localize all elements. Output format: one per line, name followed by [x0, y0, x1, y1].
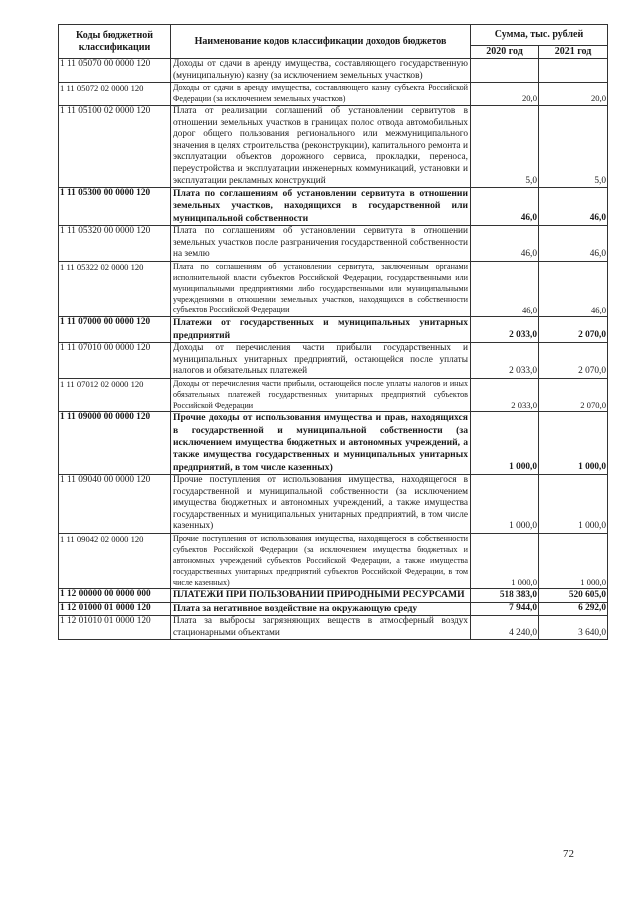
row-name: Платежи от государственных и муниципальных унитарных предприятий: [171, 317, 471, 343]
row-value-2020: 4 240,0: [471, 616, 539, 640]
table-row: [59, 226, 608, 262]
row-code: 1 12 01000 01 0000 120: [59, 602, 171, 615]
row-code: 1 12 01010 01 0000 120: [59, 616, 171, 640]
table-row: [59, 106, 608, 188]
row-value-2020: 20,0: [471, 83, 539, 106]
table-row: [59, 602, 608, 615]
row-name: Доходы от перечисления части прибыли, остающейся после уплаты налогов и иных обязательных платежей государственных унитарных предприятий субъектов Российской Федерации: [171, 378, 471, 412]
row-code: 1 11 07012 02 0000 120: [59, 378, 171, 412]
row-code: 1 11 05320 00 0000 120: [59, 226, 171, 262]
table-row: [59, 533, 608, 589]
row-code: 1 12 00000 00 0000 000: [59, 589, 171, 602]
table-row: [59, 261, 608, 317]
row-name: ПЛАТЕЖИ ПРИ ПОЛЬЗОВАНИИ ПРИРОДНЫМИ РЕСУРСАМИ: [171, 589, 471, 602]
row-value-2020: 5,0: [471, 106, 539, 188]
row-value-2021: 1 000,0: [539, 533, 608, 589]
row-name: Доходы от перечисления части прибыли государственных и муниципальных унитарных предприятий, остающейся после уплаты налогов и обязательных платежей: [171, 342, 471, 378]
year-2020-header: 2020 год: [471, 46, 539, 59]
table-row: [59, 616, 608, 640]
row-name: Плата по соглашениям об установлении сервитута в отношении земельных участков, находящихся в государственной или муниципальной собственности: [171, 188, 471, 226]
row-value-2020: 2 033,0: [471, 317, 539, 343]
table-row: [59, 188, 608, 226]
row-value-2020: 7 944,0: [471, 602, 539, 615]
row-value-2020: 2 033,0: [471, 378, 539, 412]
row-name: Доходы от сдачи в аренду имущества, составляющего государственную (муниципальную) казну (за исключением земельных участков): [171, 59, 471, 83]
row-value-2021: 1 000,0: [539, 474, 608, 533]
row-value-2021: 520 605,0: [539, 589, 608, 602]
row-value-2021: 5,0: [539, 106, 608, 188]
codes-column-header: Коды бюджетной классификации: [59, 25, 171, 59]
year-2021-header: 2021 год: [539, 46, 608, 59]
row-name: Плата по соглашениям об установлении сервитута в отношении земельных участков после разграничения государственной собственности на землю: [171, 226, 471, 262]
row-name: Прочие поступления от использования имущества, находящегося в государственной и муниципальной собственности (за исключением имущества бюджетных и автономных учреждений, а также имущества государственных и муниципальных унитарных предприятий, в том числе казенных): [171, 474, 471, 533]
row-code: 1 11 07000 00 0000 120: [59, 317, 171, 343]
table-row: [59, 83, 608, 106]
row-value-2021: 1 000,0: [539, 412, 608, 474]
sum-column-header: Сумма, тыс. рублей: [471, 25, 608, 46]
table-row: [59, 589, 608, 602]
row-code: 1 11 09000 00 0000 120: [59, 412, 171, 474]
row-value-2020: 46,0: [471, 261, 539, 317]
row-value-2021: 3 640,0: [539, 616, 608, 640]
row-value-2021: 20,0: [539, 83, 608, 106]
row-code: 1 11 09040 00 0000 120: [59, 474, 171, 533]
budget-revenue-document: [58, 24, 607, 640]
table-row: [59, 412, 608, 474]
row-value-2021: 2 070,0: [539, 317, 608, 343]
row-name: Плата по соглашениям об установлении сервитута, заключенным органами исполнительной власти субъектов Российской Федерации, государственными или муниципальными предприятиями либо государственными или муниципальными учреждениями в отношении земельных участков, находящихся в собственности субъектов Российской Федерации: [171, 261, 471, 317]
row-value-2020: [471, 59, 539, 83]
row-value-2021: [539, 59, 608, 83]
table-row: [59, 378, 608, 412]
row-value-2021: 46,0: [539, 188, 608, 226]
row-name: Плата за негативное воздействие на окружающую среду: [171, 602, 471, 615]
row-name: Прочие поступления от использования имущества, находящегося в собственности субъектов Российской Федерации (за исключением имущества бюджетных и автономных учреждений субъектов Российской Федерации, а также имущества государственных унитарных предприятий субъектов Российской Федерации, в том числе казенных): [171, 533, 471, 589]
row-code: 1 11 05322 02 0000 120: [59, 261, 171, 317]
row-value-2020: 1 000,0: [471, 474, 539, 533]
row-value-2021: 2 070,0: [539, 378, 608, 412]
revenue-classification-table: [58, 24, 608, 640]
row-name: Прочие доходы от использования имущества и прав, находящихся в государственной и муниципальной собственности (за исключением имущества бюджетных и автономных учреждений, а также имущества государственных и муниципальных унитарных предприятий, в том числе казенных): [171, 412, 471, 474]
table-body: [59, 59, 608, 640]
row-name: Доходы от сдачи в аренду имущества, составляющего казну субъекта Российской Федерации (за исключением земельных участков): [171, 83, 471, 106]
row-value-2020: 2 033,0: [471, 342, 539, 378]
row-code: 1 11 05070 00 0000 120: [59, 59, 171, 83]
row-value-2021: 46,0: [539, 261, 608, 317]
row-value-2020: 1 000,0: [471, 412, 539, 474]
table-row: [59, 474, 608, 533]
row-name: Плата за выбросы загрязняющих веществ в атмосферный воздух стационарными объектами: [171, 616, 471, 640]
row-code: 1 11 07010 00 0000 120: [59, 342, 171, 378]
row-code: 1 11 09042 02 0000 120: [59, 533, 171, 589]
row-value-2020: 1 000,0: [471, 533, 539, 589]
table-row: [59, 59, 608, 83]
name-column-header: Наименование кодов классификации доходов бюджетов: [171, 25, 471, 59]
row-value-2020: 46,0: [471, 226, 539, 262]
row-value-2020: 46,0: [471, 188, 539, 226]
row-code: 1 11 05100 02 0000 120: [59, 106, 171, 188]
row-value-2021: 46,0: [539, 226, 608, 262]
row-value-2021: 6 292,0: [539, 602, 608, 615]
page-number: 72: [563, 848, 574, 860]
row-value-2021: 2 070,0: [539, 342, 608, 378]
table-row: [59, 317, 608, 343]
row-name: Плата от реализации соглашений об установлении сервитутов в отношении земельных участков в границах полос отвода автомобильных дорог общего пользования регионального или межмуниципального значения в целях строительства (реконструкции), капитального ремонта и эксплуатации объектов дорожного сервиса, прокладки, переноса, переустройства и эксплуатации инженерных коммуникаций, установки и эксплуатации рекламных конструкций: [171, 106, 471, 188]
table-row: [59, 342, 608, 378]
row-code: 1 11 05072 02 0000 120: [59, 83, 171, 106]
row-code: 1 11 05300 00 0000 120: [59, 188, 171, 226]
row-value-2020: 518 383,0: [471, 589, 539, 602]
